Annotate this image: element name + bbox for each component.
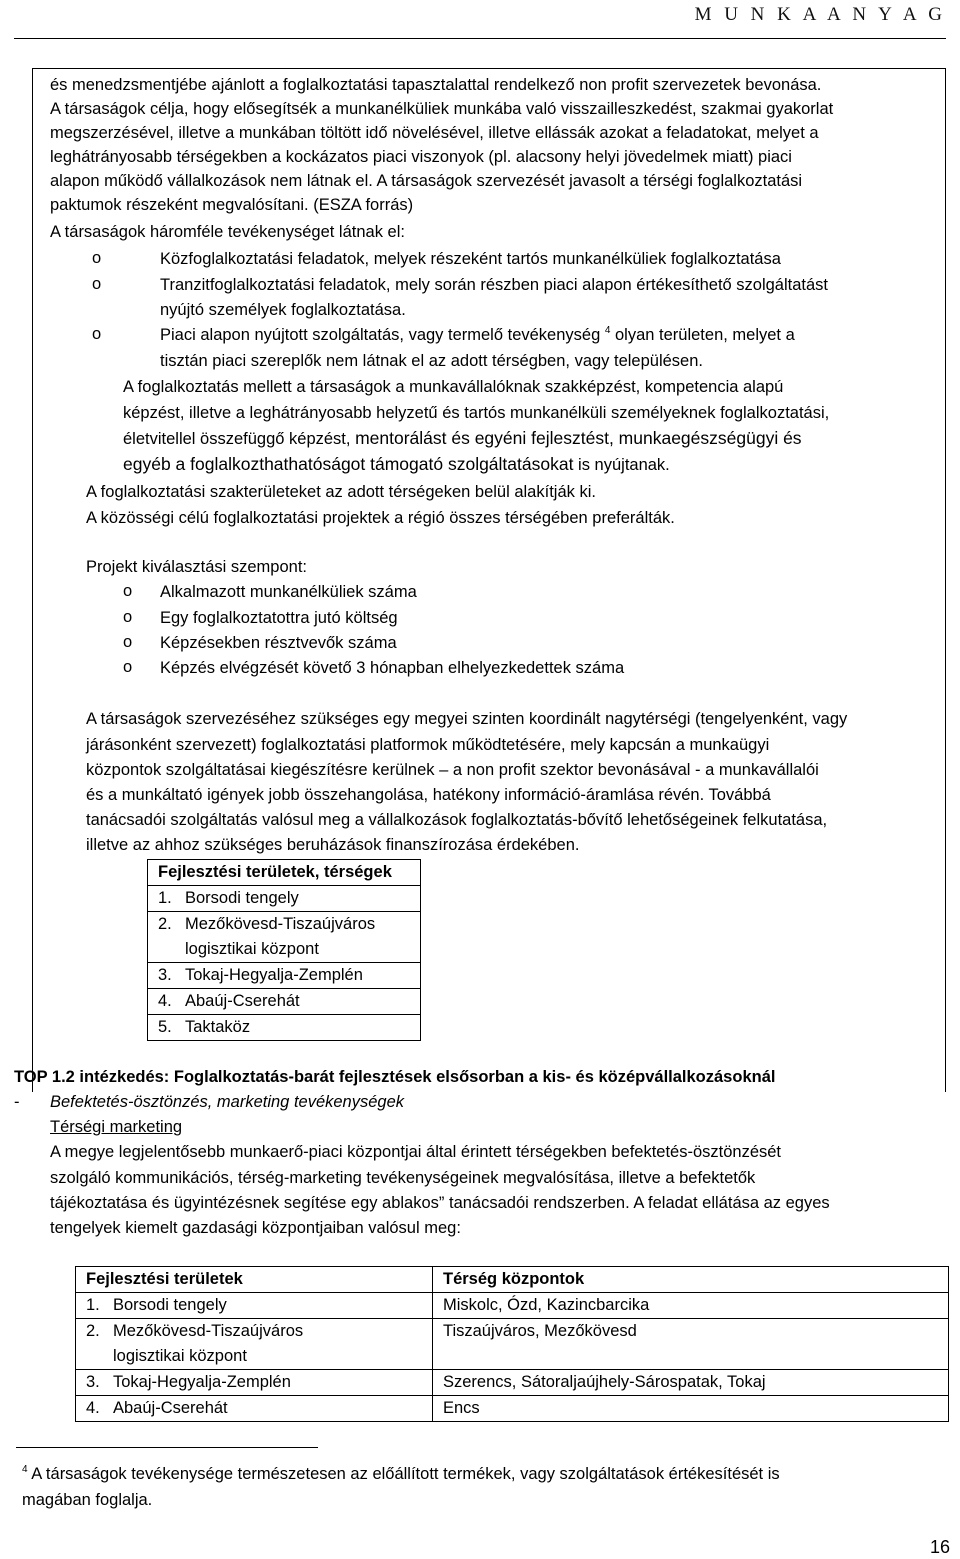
running-header: M U N K A A N Y A G xyxy=(694,4,946,25)
paragraph-line: és a munkáltató igények jobb összehangolása, hatékony információ-áramlása révén. Továbbá xyxy=(86,786,771,804)
paragraph-line: A közösségi célú foglalkoztatási projektek a régió összes térségében preferálták. xyxy=(86,509,675,527)
paragraph-line: járásonként szervezett) foglalkoztatási platformok működtetésére, mely kapcsán a munkaügyi xyxy=(86,736,770,754)
activity-item: Piaci alapon nyújtott szolgáltatás, vagy termelő tevékenység $^4$ olyan területen, melyet a xyxy=(160,325,795,344)
paragraph-line: A foglalkoztatási szakterületeket az adott térségeken belül alakítják ki. xyxy=(86,483,596,501)
section-subtitle: Befektetés-ösztönzés, marketing tevékenységek xyxy=(50,1093,405,1111)
paragraph-line: illetve az ahhoz szükséges beruházások finanszírozása érdekében. xyxy=(86,836,580,854)
paragraph-line: A megye legjelentősebb munkaerő-piaci központjai által érintett térségekben befektetés-ösztönzését xyxy=(50,1143,782,1161)
table-cell: Szerencs, Sátoraljaújhely-Sárospatak, Tokaj xyxy=(433,1370,949,1396)
footnote: $^4$ A társaságok tevékenysége természetesen az előállított termékek, vagy szolgáltatások értékesítését is xyxy=(22,1464,780,1483)
table-cell: 4. Abaúj-Cserehát xyxy=(76,1396,433,1422)
table-cell: Tiszaújváros, Mezőkövesd xyxy=(433,1319,949,1370)
table-cell: 2. Mezőkövesd-Tiszaújváros logisztikai központ xyxy=(76,1319,433,1370)
footnote-ref: 4 xyxy=(604,325,611,336)
table-cell: Miskolc, Ózd, Kazincbarcika xyxy=(433,1293,949,1319)
criteria-item: Alkalmazott munkanélküliek száma xyxy=(160,583,417,601)
table-cell: Encs xyxy=(433,1396,949,1422)
paragraph-line: A társaságok szervezéséhez szükséges egy megyei szinten koordinált nagytérségi (tengelyenként, vagy xyxy=(86,710,848,728)
paragraph-line: A társaságok háromféle tevékenységet látnak el: xyxy=(50,223,405,241)
bullet-icon: o xyxy=(123,658,133,676)
bullet-icon: o xyxy=(123,608,133,626)
paragraph-line: A foglalkoztatás mellett a társaságok a munkavállalóknak szakképzést, kompetencia alapú xyxy=(123,378,784,396)
paragraph-line: megszerzésével, illetve a munkában töltött idő növelésével, illetve ellássák azokat a feladatokat, melyet a xyxy=(50,124,819,142)
table-row: 4. Abaúj-Cserehát xyxy=(148,989,421,1015)
section-underlined-heading: Térségi marketing xyxy=(50,1118,183,1136)
table-row: 3. Tokaj-Hegyalja-Zemplén xyxy=(148,963,421,989)
paragraph-line: képzést, illetve a leghátrányosabb helyzetű és tartós munkanélküli személyeknek foglalkoztatási, xyxy=(123,404,830,422)
table-row: 5. Taktaköz xyxy=(148,1015,421,1041)
page-number: 16 xyxy=(929,1537,950,1557)
bullet-icon: o xyxy=(92,275,102,293)
section-title: TOP 1.2 intézkedés: Foglalkoztatás-barát fejlesztések elsősorban a kis- és középvállalkozásoknál xyxy=(14,1068,776,1086)
paragraph-line: tájékoztatása és ügyintézésnek segítése egy ablakos” tanácsadói rendszerben. A feladat ellátása az egyes xyxy=(50,1194,830,1212)
bullet-icon: o xyxy=(123,582,133,600)
paragraph-line: központok szolgáltatásai kiegészítésre kerülnek – a non profit szektor bevonásával - a munkavállalói xyxy=(86,761,819,779)
header-rule xyxy=(14,38,946,39)
table-cell: 1. Borsodi tengely xyxy=(76,1293,433,1319)
paragraph-line: tengelyek kiemelt gazdasági központjaiban valósul meg: xyxy=(50,1219,461,1237)
bullet-icon: o xyxy=(92,325,102,343)
activity-item: nyújtó személyek foglalkoztatása. xyxy=(160,301,406,319)
activity-item: tisztán piaci szereplők nem látnak el az adott térségben, vagy településen. xyxy=(160,352,703,370)
footnote-marker: 4 xyxy=(22,1464,28,1475)
paragraph-line: szolgáló kommunikációs, térség-marketing tevékenységeinek megvalósítása, illetve a befektetők xyxy=(50,1169,756,1187)
paragraph-line: A társaságok célja, hogy elősegítsék a munkanélküliek munkába való visszailleszkedést, szakmai gyakorlat xyxy=(50,100,834,118)
table-row: 1. Borsodi tengely xyxy=(148,886,421,912)
table-header: Térség központok xyxy=(433,1267,949,1293)
criteria-title: Projekt kiválasztási szempont: xyxy=(86,558,308,576)
paragraph-line: tanácsadói szolgáltatás valósul meg a vállalkozások foglalkoztatás-bővítő lehetőségeinek felkutatása, xyxy=(86,811,828,829)
centers-table xyxy=(75,1266,949,1422)
criteria-item: Képzésekben résztvevők száma xyxy=(160,634,397,652)
criteria-item: Képzés elvégzését követő 3 hónapban elhelyezkedettek száma xyxy=(160,659,625,677)
paragraph-line: életvitellel összefüggő képzést, mentorálást és egyéni fejlesztést, munkaegészségügyi és xyxy=(123,428,802,448)
footnote-rule xyxy=(16,1447,318,1448)
paragraph-line: paktumok részeként megvalósítani. (ESZA forrás) xyxy=(50,196,414,214)
paragraph-line: egyéb a foglalkozthathatóságot támogató szolgáltatásokat is nyújtanak. xyxy=(123,454,670,474)
development-areas-table xyxy=(147,859,421,1041)
paragraph-line: leghátrányosabb térségekben a kockázatos piaci viszonyok (pl. alacsony helyi jövedelmek miatt) piaci xyxy=(50,148,792,166)
bullet-icon: o xyxy=(92,249,102,267)
table-header: Fejlesztési területek, térségek xyxy=(148,860,421,886)
activity-item: Közfoglalkoztatási feladatok, melyek részeként tartós munkanélküliek foglalkoztatása xyxy=(160,250,781,268)
table-row: 2. Mezőkövesd-Tiszaújváros logisztikai központ xyxy=(148,912,421,963)
paragraph-line: és menedzsmentjébe ajánlott a foglalkoztatási tapasztalattal rendelkező non profit szervezetek bevonása. xyxy=(50,76,822,94)
table-cell: 3. Tokaj-Hegyalja-Zemplén xyxy=(76,1370,433,1396)
criteria-item: Egy foglalkoztatottra jutó költség xyxy=(160,609,398,627)
activity-item: Tranzitfoglalkoztatási feladatok, mely során részben piaci alapon értékesíthető szolgáltatást xyxy=(160,276,829,294)
paragraph-line: alapon működő vállalkozások nem látnak el. A társaságok szervezését javasolt a térségi foglalkoztatási xyxy=(50,172,803,190)
footnote-line: magában foglalja. xyxy=(22,1491,153,1509)
dash-marker: - xyxy=(14,1093,20,1111)
table-header: Fejlesztési területek xyxy=(76,1267,433,1293)
bullet-icon: o xyxy=(123,633,133,651)
